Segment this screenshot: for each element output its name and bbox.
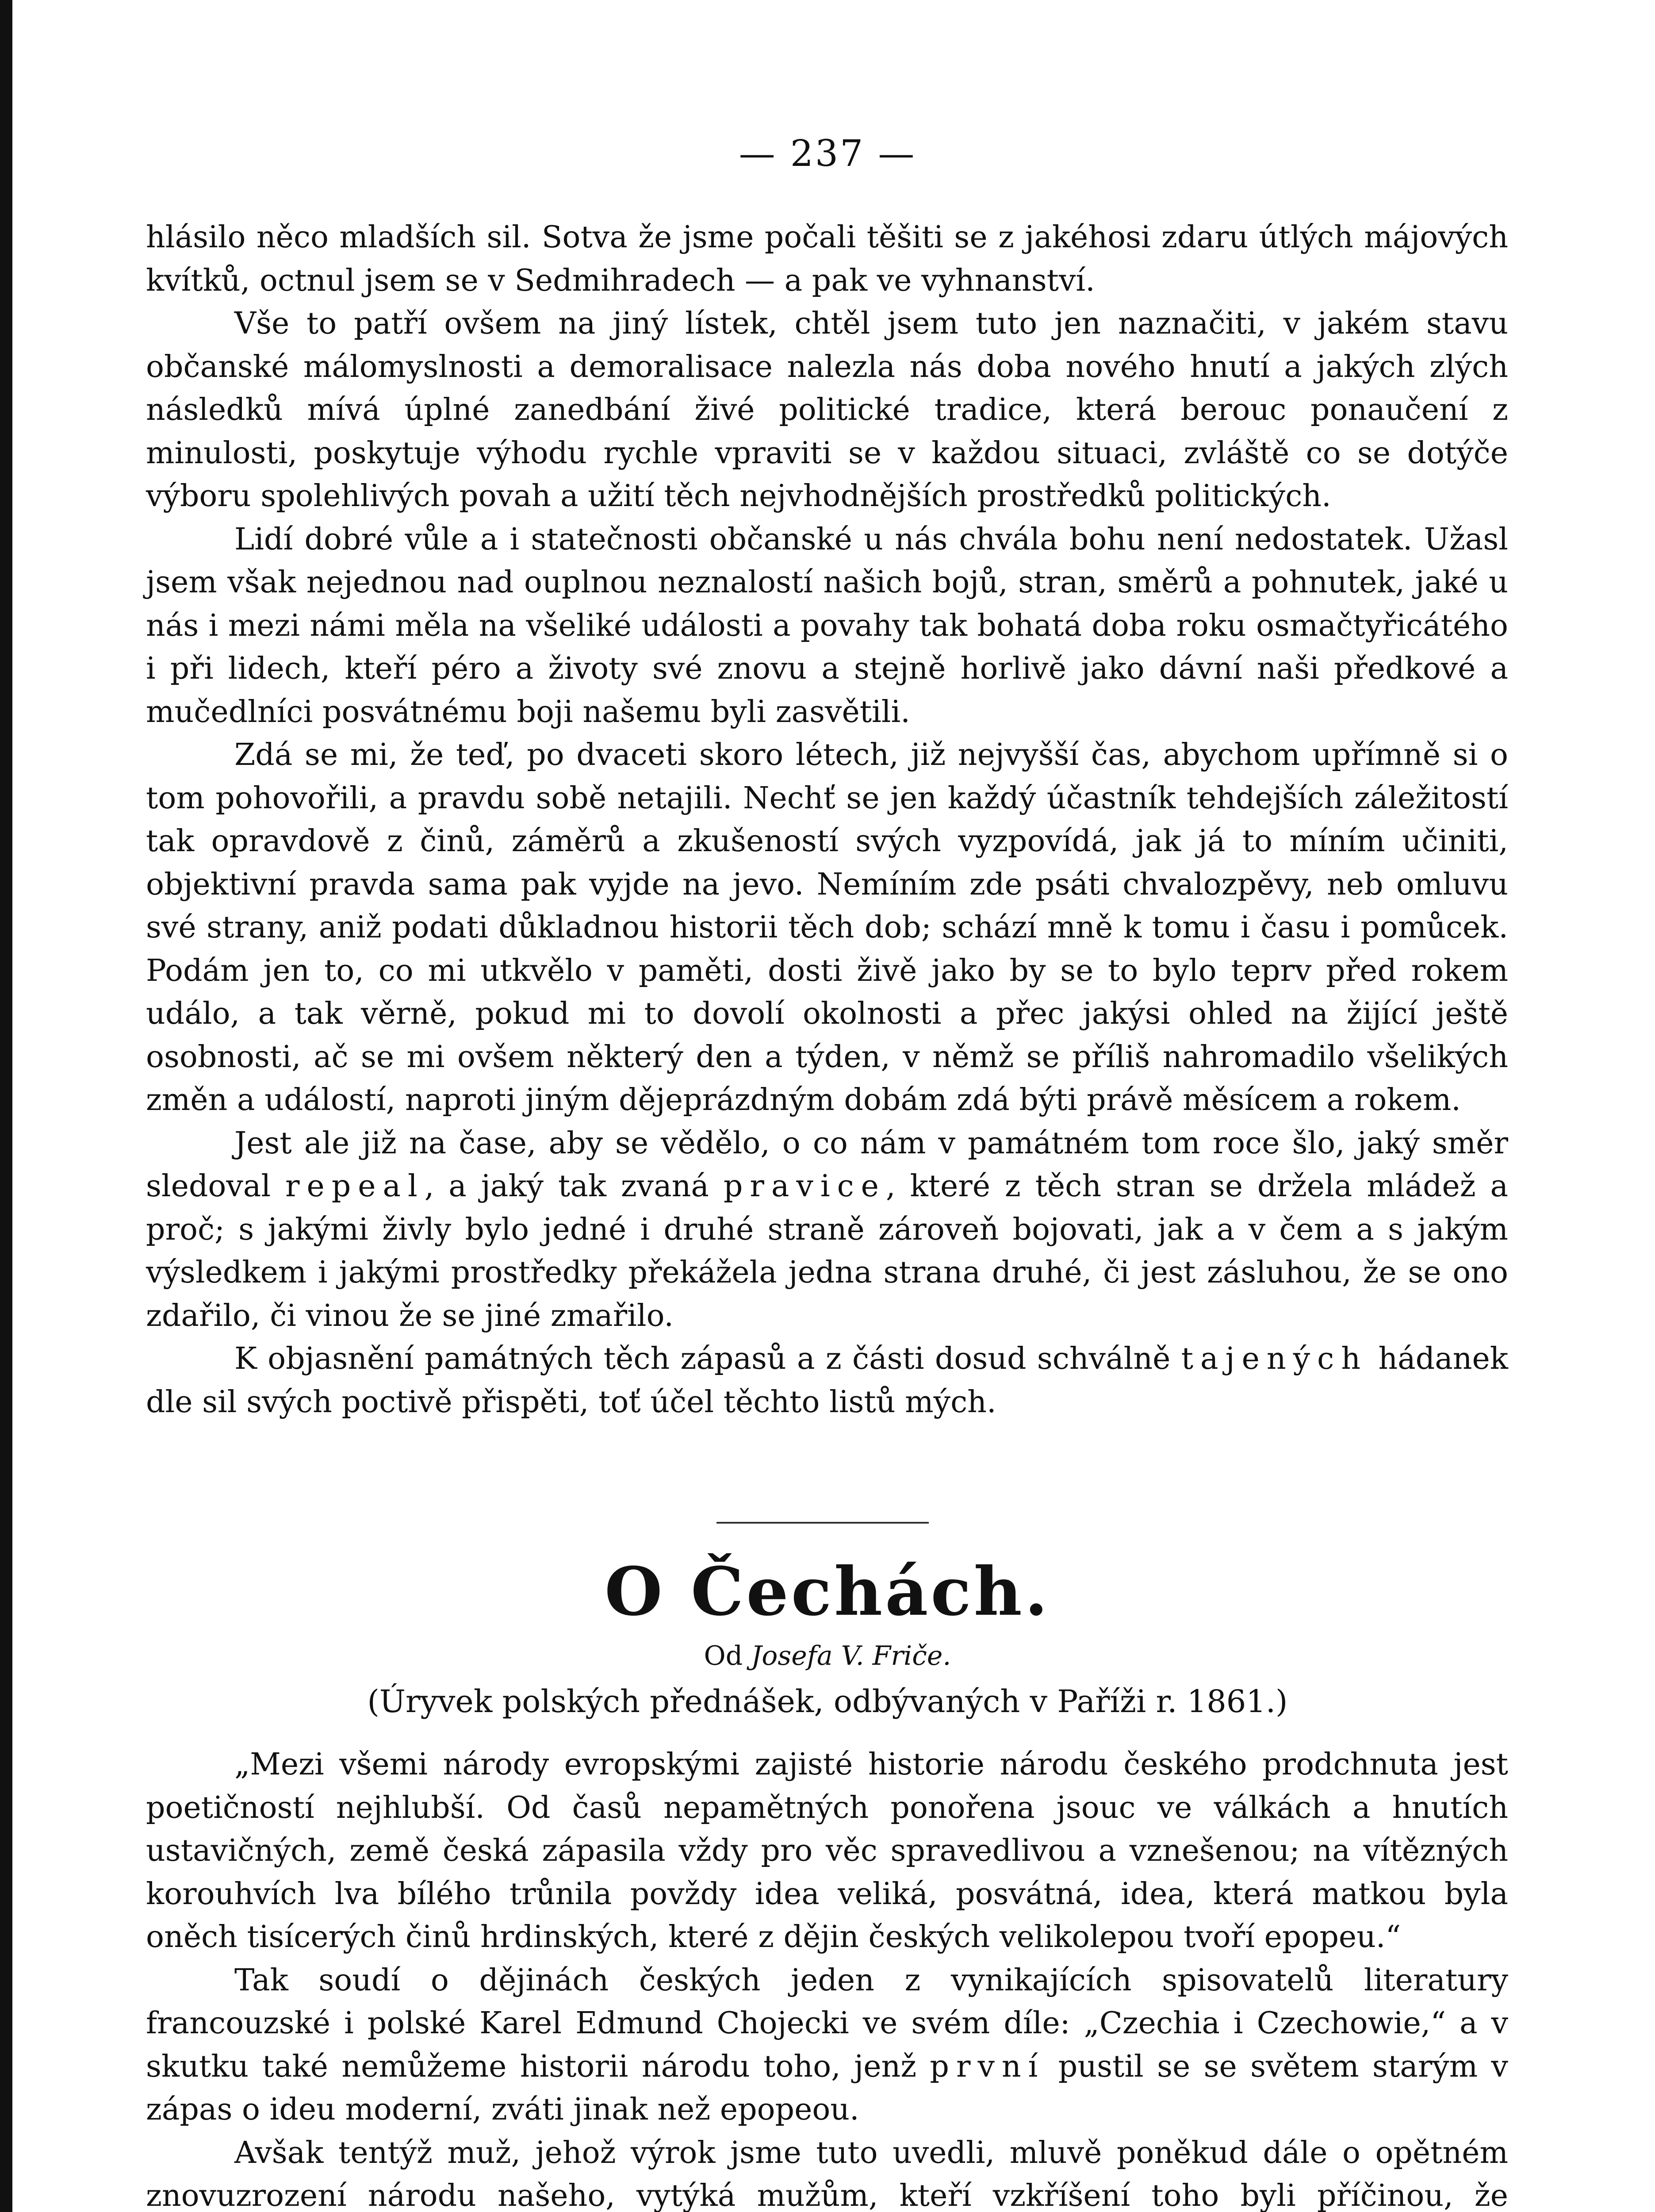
text-run: Jest ale již na čase, aby se vědělo, o co nám v památném tom roce šlo, jaký směr sledoval — [146, 1125, 1508, 1204]
spaced-term-prvni: první — [930, 2049, 1045, 2084]
article-body — [146, 1743, 1508, 2212]
text-run: pustil se se světem starým v zápas o ideu moderní, zváti jinak než epopeou. — [146, 2049, 1508, 2127]
paragraph — [146, 1122, 1508, 1338]
page-number: — 237 — — [739, 133, 916, 175]
memoir-continuation — [146, 216, 1508, 1424]
article-subtitle: (Úryvek polských přednášek, odbývaných v Paříži r. 1861.) — [367, 1683, 1288, 1720]
article-byline — [0, 1640, 1655, 1671]
scan-left-border — [0, 0, 12, 2212]
text-run: hádanek dle sil svých poctivě přispěti, toť účel těchto listů mých. — [146, 1341, 1508, 1420]
text-run: Tak soudí o dějinách českých jeden z vynikajících spisovatelů literatury francouzské i polské Karel Edmund Chojecki ve svém díle: „Czechia i Czechowie,“ a v skutku také nemůžeme historii národu toho, jenž — [146, 1962, 1508, 2084]
byline-prefix: Od — [704, 1640, 743, 1671]
paragraph: Vše to patří ovšem na jiný lístek, chtěl jsem tuto jen naznačiti, v jakém stavu občanské málomyslnosti a demoralisace nalezla nás doba nového hnutí a jakých zlých následků mívá úplné zanedbání živé politické tradice, která berouc ponaučení z minulosti, poskytuje výhodu rychle vpraviti se v každou situaci, zvláště co se dotýče výboru spolehlivých povah a užití těch nejvhodnějších prostředků politických. — [146, 306, 1508, 514]
paragraph: Avšak tentýž muž, jehož výrok jsme tuto uvedli, mluvě poněkud dále o opětném znovuzrození národu našeho, vytýká mužům, kteří vzkříšení toho byli příčinou, že — [146, 2135, 1508, 2212]
spaced-term-pravice: pravice — [723, 1169, 886, 1204]
paragraph — [146, 1959, 1508, 2131]
spaced-term-tajenych: tajených — [1181, 1341, 1368, 1376]
paragraph: „Mezi všemi národy evropskými zajisté historie národu českého prodchnuta jest poetičností nejhlubší. Od časů nepamětných ponořena jsouc ve válkách a hnutích ustavičných, země česká zápasila vždy pro věc spravedlivou a vznešenou; na vítězných korouhvích lva bílého trůnila povždy idea veliká, posvátná, idea, která matkou byla oněch tisícerých činů hrdinských, které z dějin českých velikolepou tvoří epopeu.“ — [146, 1747, 1508, 1955]
section-divider — [716, 1522, 929, 1524]
article-title: O Čechách. — [605, 1553, 1050, 1631]
paragraph: Zdá se mi, že teď, po dvaceti skoro létech, již nejvyšší čas, abychom upřímně si o tom pohovořili, a pravdu sobě netajili. Nechť se jen každý účastník tehdejších záležitostí tak opravdově z činů, záměrů a zkušeností svých vyzpovídá, jak já to míním učiniti, objektivní pravda sama pak vyjde na jevo. Nemíním zde psáti chvalozpěvy, neb omluvu své strany, aniž podati důkladnou historii těch dob; schází mně k tomu i času i pomůcek. Podám jen to, co mi utkvělo v paměti, dosti živě jako by se to bylo teprv před rokem událo, a tak věrně, pokud mi to dovolí okolnosti a přec jakýsi ohled na žijící ještě osobnosti, ač se mi ovšem některý den a týden, v němž se příliš nahromadilo všelikých změn a událostí, naproti jiným dějeprázdným dobám zdá býti právě měsícem a rokem. — [146, 737, 1508, 1118]
byline-author: Josefa V. Friče. — [751, 1640, 951, 1671]
text-run: , které z těch stran se držela mládež a proč; s jakými živly bylo jedné i druhé straně zároveň bojovati, jak a v čem a s jakým výsledkem i jakými prostředky překážela jedna strana druhé, či jest zásluhou, že se ono zdařilo, či vinou že se jiné zmařilo. — [146, 1169, 1508, 1333]
spaced-term-repeal: repeal — [285, 1169, 425, 1204]
text-run: , a jaký tak zvaná — [424, 1169, 709, 1204]
paragraph: hlásilo něco mladších sil. Sotva že jsme počali těšiti se z jakéhosi zdaru útlých májových kvítků, octnul jsem se v Sedmihradech — a pak ve vyhnanství. — [146, 220, 1508, 298]
paragraph — [146, 1337, 1508, 1424]
text-run: K objasnění památných těch zápasů a z části dosud schválně — [234, 1341, 1171, 1376]
paragraph: Lidí dobré vůle a i statečnosti občanské u nás chvála bohu není nedostatek. Užasl jsem však nejednou nad ouplnou neznalostí našich bojů, stran, směrů a pohnutek, jaké u nás i mezi námi měla na všeliké události a povahy tak bohatá doba roku osmačtyřicátého i při lidech, kteří péro a životy své znovu a stejně horlivě jako dávní naši předkové a mučedlníci posvátnému boji našemu byli zasvětili. — [146, 522, 1508, 730]
